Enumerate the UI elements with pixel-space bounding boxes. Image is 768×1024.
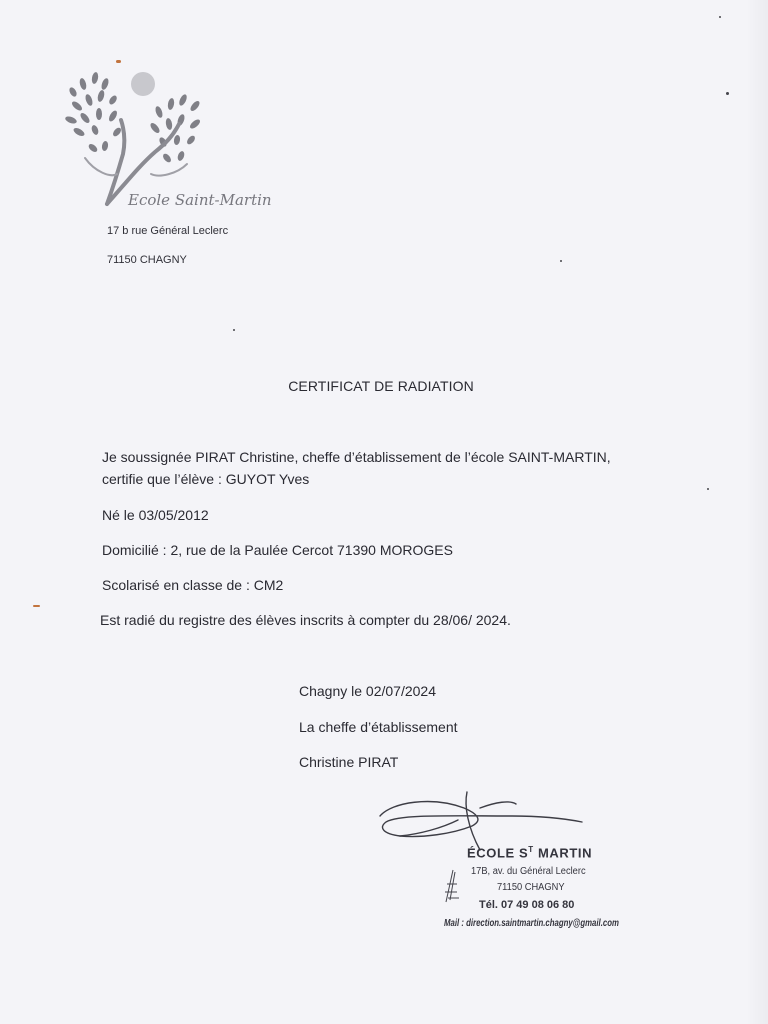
document-title: CERTIFICAT DE RADIATION <box>288 378 474 394</box>
school-address-line2: 71150 CHAGNY <box>107 254 187 266</box>
scan-edge-shadow <box>746 0 768 1024</box>
scan-speck <box>233 329 235 331</box>
scan-speck <box>707 488 709 490</box>
place-date-line: Chagny le 02/07/2024 <box>299 683 436 699</box>
stamp-address: 17B, av. du Général Leclerc <box>471 866 586 877</box>
scan-speck <box>719 16 721 18</box>
scan-speck <box>560 260 562 262</box>
body-statement-line2: certifie que l’élève : GUYOT Yves <box>102 471 310 487</box>
domicile-line: Domicilié : 2, rue de la Paulée Cercot 71390 MOROGES <box>102 542 453 558</box>
school-address-line1: 17 b rue Général Leclerc <box>107 225 229 237</box>
scan-speck <box>726 92 729 95</box>
birth-date-line: Né le 03/05/2012 <box>102 507 209 523</box>
stamp-email: Mail : direction.saintmartin.chagny@gmail.com <box>444 918 619 929</box>
stamp-phone: Tél. 07 49 08 06 80 <box>479 899 575 911</box>
body-statement-line1: Je soussignée PIRAT Christine, cheffe d’établissement de l’école SAINT-MARTIN, <box>102 449 611 465</box>
scan-speck <box>116 60 121 63</box>
scan-speck <box>33 605 40 607</box>
stamp-city: 71150 CHAGNY <box>497 882 565 893</box>
signatory-name: Christine PIRAT <box>299 754 399 770</box>
class-line: Scolarisé en classe de : CM2 <box>102 577 284 593</box>
stamp-logo-mark-icon <box>441 868 463 904</box>
stamp-school-name: ÉCOLE $S^T$ MARTIN <box>467 845 593 861</box>
signatory-role: La cheffe d’établissement <box>299 719 458 735</box>
radiation-line: Est radié du registre des élèves inscrits à compter du 28/06/ 2024. <box>100 612 511 628</box>
school-logo-name: Ecole Saint-Martin <box>128 191 272 209</box>
